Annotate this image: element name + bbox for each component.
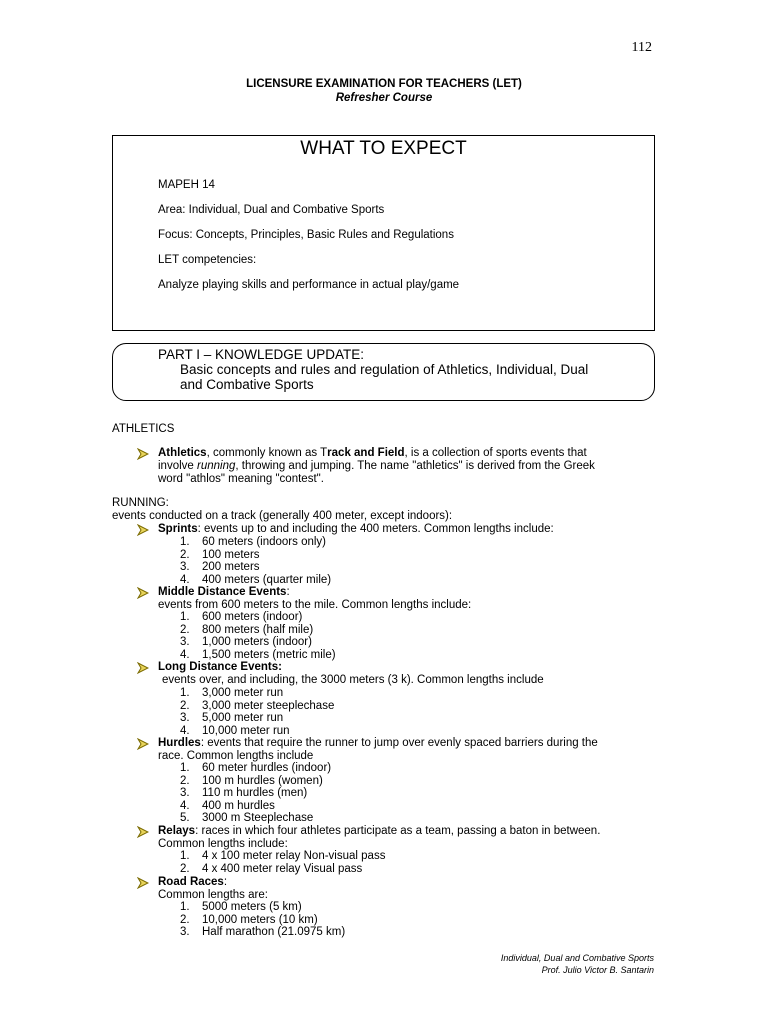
list-number: 1.: [180, 611, 190, 623]
part-one-title: PART I – KNOWLEDGE UPDATE:: [158, 347, 365, 362]
list-item: [180, 536, 331, 549]
long-distance-desc: events over, and including, the 3000 meters (3 k). Common lengths include: [162, 674, 544, 686]
list-number: 4.: [180, 573, 190, 586]
list-number: 1.: [180, 901, 190, 913]
list-number: 1.: [180, 850, 190, 862]
list-item: [180, 549, 331, 562]
list-item: [180, 712, 334, 725]
list-number: 2.: [180, 548, 190, 561]
list-number: 3.: [180, 926, 190, 939]
relays-line: Relays: races in which four athletes participate as a team, passing a baton in between.: [158, 825, 601, 837]
list-number: 4.: [180, 799, 190, 812]
competencies-label: LET competencies:: [158, 254, 257, 266]
list-number: 2.: [180, 623, 190, 636]
arrow-bullet-icon: [137, 524, 149, 536]
middle-distance-desc: events from 600 meters to the mile. Common lengths include:: [158, 599, 472, 611]
hurdles-line-2: race. Common lengths include: [158, 750, 314, 762]
road-races-list: [180, 901, 345, 939]
list-number: 4.: [180, 648, 190, 661]
athletics-intro-line-1: Athletics, commonly known as Track and Field, is a collection of sports events that: [158, 447, 587, 459]
road-races-desc: Common lengths are:: [158, 889, 268, 901]
list-number: 3.: [180, 787, 190, 800]
list-item: [180, 812, 331, 825]
list-item-text: 1,500 meters (metric mile): [202, 648, 336, 661]
list-item-text: 10,000 meter run: [202, 724, 290, 737]
list-item-text: 4 x 100 meter relay Non-visual pass: [202, 850, 386, 862]
list-item: [180, 800, 331, 813]
list-number: 2.: [180, 913, 190, 926]
list-number: 3.: [180, 636, 190, 649]
list-item-text: 600 meters (indoor): [202, 611, 303, 623]
list-number: 5.: [180, 812, 190, 825]
list-item-text: 60 meter hurdles (indoor): [202, 762, 332, 774]
part-one-line-2: and Combative Sports: [180, 377, 314, 392]
middle-distance-list: [180, 611, 336, 661]
list-item-text: 5,000 meter run: [202, 712, 284, 725]
sprints-line: Sprints: events up to and including the 400 meters. Common lengths include:: [158, 523, 554, 535]
list-item: [180, 850, 385, 863]
list-number: 3.: [180, 712, 190, 725]
list-item-text: 3,000 meter steeplechase: [202, 699, 335, 712]
list-item-text: 3000 m Steeplechase: [202, 812, 314, 825]
hurdles-line: Hurdles: events that require the runner to jump over evenly spaced barriers during the: [158, 737, 598, 749]
list-item: [180, 863, 385, 876]
header-title: LICENSURE EXAMINATION FOR TEACHERS (LET): [246, 78, 522, 90]
list-item-text: 4 x 400 meter relay Visual pass: [202, 862, 363, 875]
sprints-list: [180, 536, 331, 586]
list-item: [180, 687, 334, 700]
focus-line: Focus: Concepts, Principles, Basic Rules and Regulations: [158, 229, 454, 241]
list-item: [180, 636, 336, 649]
list-number: 4.: [180, 724, 190, 737]
list-item: [180, 700, 334, 713]
list-number: 2.: [180, 774, 190, 787]
list-number: 2.: [180, 699, 190, 712]
athletics-intro-line-2: involve running, throwing and jumping. The name "athletics" is derived from the Greek: [158, 460, 595, 472]
list-item-text: 400 m hurdles: [202, 799, 275, 812]
arrow-bullet-icon: [137, 448, 149, 460]
list-number: 1.: [180, 687, 190, 699]
list-item-text: 200 meters: [202, 561, 260, 574]
arrow-bullet-icon: [137, 738, 149, 750]
athletics-intro-line-3: word "athlos" meaning "contest".: [158, 473, 324, 485]
subject-line: MAPEH 14: [158, 179, 215, 191]
footer-author: Prof. Julio Victor B. Santarin: [541, 965, 654, 975]
footer-course: Individual, Dual and Combative Sports: [500, 953, 654, 963]
competency-line: Analyze playing skills and performance in actual play/game: [158, 279, 460, 291]
long-distance-list: [180, 687, 334, 737]
relays-line-2: Common lengths include:: [158, 838, 288, 850]
what-to-expect-title: WHAT TO EXPECT: [300, 138, 467, 159]
middle-distance-line: Middle Distance Events:: [158, 586, 290, 598]
arrow-bullet-icon: [137, 877, 149, 889]
arrow-bullet-icon: [137, 662, 149, 674]
list-number: 1.: [180, 762, 190, 774]
athletics-heading: ATHLETICS: [112, 423, 175, 435]
relays-list: [180, 850, 385, 875]
list-item-text: 10,000 meters (10 km): [202, 913, 318, 926]
part-one-line-1: Basic concepts and rules and regulation of Athletics, Individual, Dual: [180, 362, 589, 377]
list-item-text: 110 m hurdles (men): [202, 787, 308, 800]
list-item: [180, 611, 336, 624]
long-distance-line: Long Distance Events:: [158, 661, 282, 673]
list-number: 1.: [180, 536, 190, 548]
arrow-bullet-icon: [137, 826, 149, 838]
list-item: [180, 926, 345, 939]
list-number: 2.: [180, 862, 190, 875]
list-number: 3.: [180, 561, 190, 574]
list-item: [180, 901, 345, 914]
list-item: [180, 725, 334, 738]
list-item-text: 800 meters (half mile): [202, 623, 314, 636]
list-item: [180, 762, 331, 775]
list-item-text: 60 meters (indoors only): [202, 536, 326, 548]
list-item: [180, 787, 331, 800]
list-item-text: 100 meters: [202, 548, 260, 561]
area-line: Area: Individual, Dual and Combative Sports: [158, 204, 385, 216]
list-item-text: 400 meters (quarter mile): [202, 573, 332, 586]
road-races-line: Road Races:: [158, 876, 228, 888]
list-item-text: 1,000 meters (indoor): [202, 636, 312, 649]
list-item-text: 3,000 meter run: [202, 687, 284, 699]
list-item: [180, 561, 331, 574]
arrow-bullet-icon: [137, 587, 149, 599]
list-item-text: 100 m hurdles (women): [202, 774, 323, 787]
running-desc: events conducted on a track (generally 400 meter, except indoors):: [112, 510, 453, 522]
list-item: [180, 649, 336, 662]
hurdles-list: [180, 762, 331, 825]
page-number: 112: [631, 40, 652, 55]
running-heading: RUNNING:: [112, 497, 169, 509]
header-subtitle: Refresher Course: [335, 92, 433, 104]
list-item: [180, 775, 331, 788]
list-item: [180, 574, 331, 587]
list-item: [180, 914, 345, 927]
list-item-text: Half marathon (21.0975 km): [202, 926, 346, 939]
list-item-text: 5000 meters (5 km): [202, 901, 302, 913]
list-item: [180, 624, 336, 637]
